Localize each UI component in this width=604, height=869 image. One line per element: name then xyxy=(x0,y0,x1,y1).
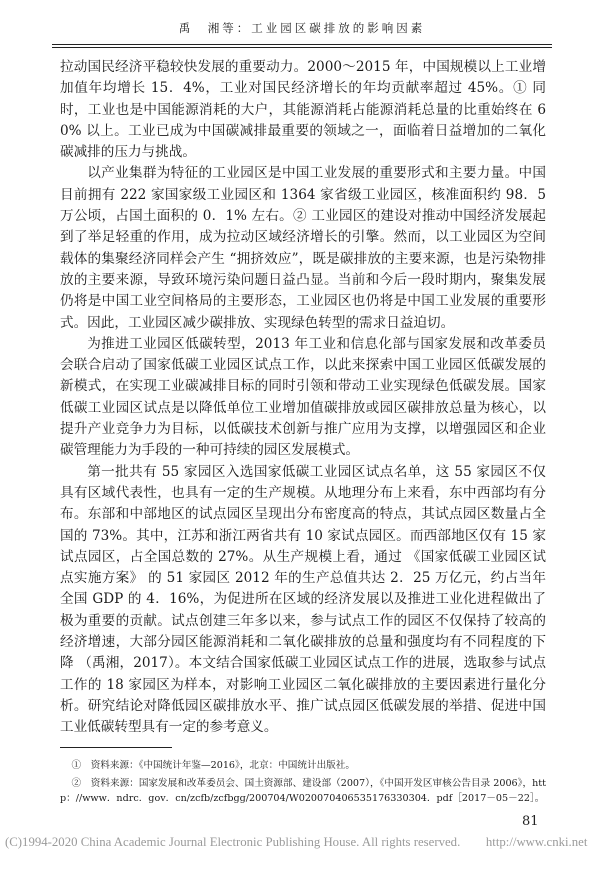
footnote-2: ② 资料来源：国家发展和改革委员会、国土资源部、建设部（2007），《中国开发区审核公告目录 2006》，http：//www．ndrc．gov．cn/zcfb/zcfbgg/200704/W020070406535176330304．pdf［2017－05－22］。 xyxy=(60,777,546,804)
paragraph-2: 以产业集群为特征的工业园区是中国工业发展的重要形式和主要力量。中国目前拥有 222 家国家级工业园区和 1364 家省级工业园区，核准面积约 98．5 万公顷，占国土面积的 0．1% 左右。② 工业园区的建设对推动中国经济发展起到了举足轻重的作用，成为拉动区域经济增长的引擎。然而，以工业园区为空间载体的集聚经济同样会产生 “拥挤效应”，既是碳排放的主要来源，也是污染物排放的主要来源，导致环境污染问题日益凸显。当前和今后一段时期内，聚集发展仍将是中国工业空间格局的主要形态，工业园区也仍将是中国工业发展的重要形式。因此，工业园区减少碳排放、实现绿色转型的需求日益迫切。 xyxy=(60,165,546,331)
paragraph-3: 为推进工业园区低碳转型，2013 年工业和信息化部与国家发展和改革委员会联合启动了国家低碳工业园区试点工作，以此来探索中国工业园区低碳发展的新模式，在实现工业碳减排目标的同时引领和带动工业实现绿色低碳发展。国家低碳工业园区试点是以降低单位工业增加值碳排放或园区碳排放总量为核心，以提升产业竞争力为目标，以低碳技术创新与推广应用为支撑，以增强园区和企业碳管理能力为手段的一种可持续的园区发展模式。 xyxy=(60,335,546,459)
paragraph-1: 拉动国民经济平稳较快发展的重要动力。2000～2015 年，中国规模以上工业增加值年均增长 15．4%，工业对国民经济增长的年均贡献率超过 45%。① 同时，工业也是中国能源消耗的大户，其能源消耗占能源消耗总量的比重始终在 60% 以上。工业已成为中国碳减排最重要的领域之一，面临着日益增加的二氧化碳减排的压力与挑战。 xyxy=(60,59,546,161)
running-header: 禹 湘等：工业园区碳排放的影响因素 xyxy=(178,21,426,35)
footnote-separator xyxy=(60,747,172,748)
paragraph-4: 第一批共有 55 家园区入选国家低碳工业园区试点名单，这 55 家园区不仅具有区域代表性，也具有一定的生产规模。从地理分布上来看，东中西部均有分布。东部和中部地区的试点园区呈现出分布密度高的特点，其试点园区数量占全国的 73%。其中，江苏和浙江两省共有 10 家试点园区。而西部地区仅有 15 家试点园区，占全国总数的 27%。从生产规模上看，通过 《国家低碳工业园区试点实施方案》 的 51 家园区 2012 年的生产总值共达 2．25 万亿元，约占当年全国 GDP 的 4．16%，为促进所在区域的经济发展以及推进工业化进程做出了极为重要的贡献。试点创建三年多以来，参与试点工作的园区不仅保持了较高的经济增速，大部分园区能源消耗和二氧化碳排放的总量和强度均有不同程度的下降 （禹湘，2017）。本文结合国家低碳工业园区试点工作的进展，选取参与试点工作的 18 家园区为样本，对影响工业园区二氧化碳排放的主要因素进行量化分析。研究结论对降低园区碳排放水平、推广试点园区低碳发展的举措、促进中国工业低碳转型具有一定的参考意义。 xyxy=(60,463,546,736)
page-number: 81 xyxy=(522,814,539,829)
body-text xyxy=(60,57,546,739)
footnotes xyxy=(60,758,546,809)
footnote-1: ① 资料来源：《中国统计年鉴—2016》，北京：中国统计出版社。 xyxy=(71,760,355,771)
header-double-rule xyxy=(52,44,552,48)
copyright-notice: (C)1994-2020 China Academic Journal Electronic Publishing House. All rights reserved. http://www.cnki.net xyxy=(5,835,588,849)
